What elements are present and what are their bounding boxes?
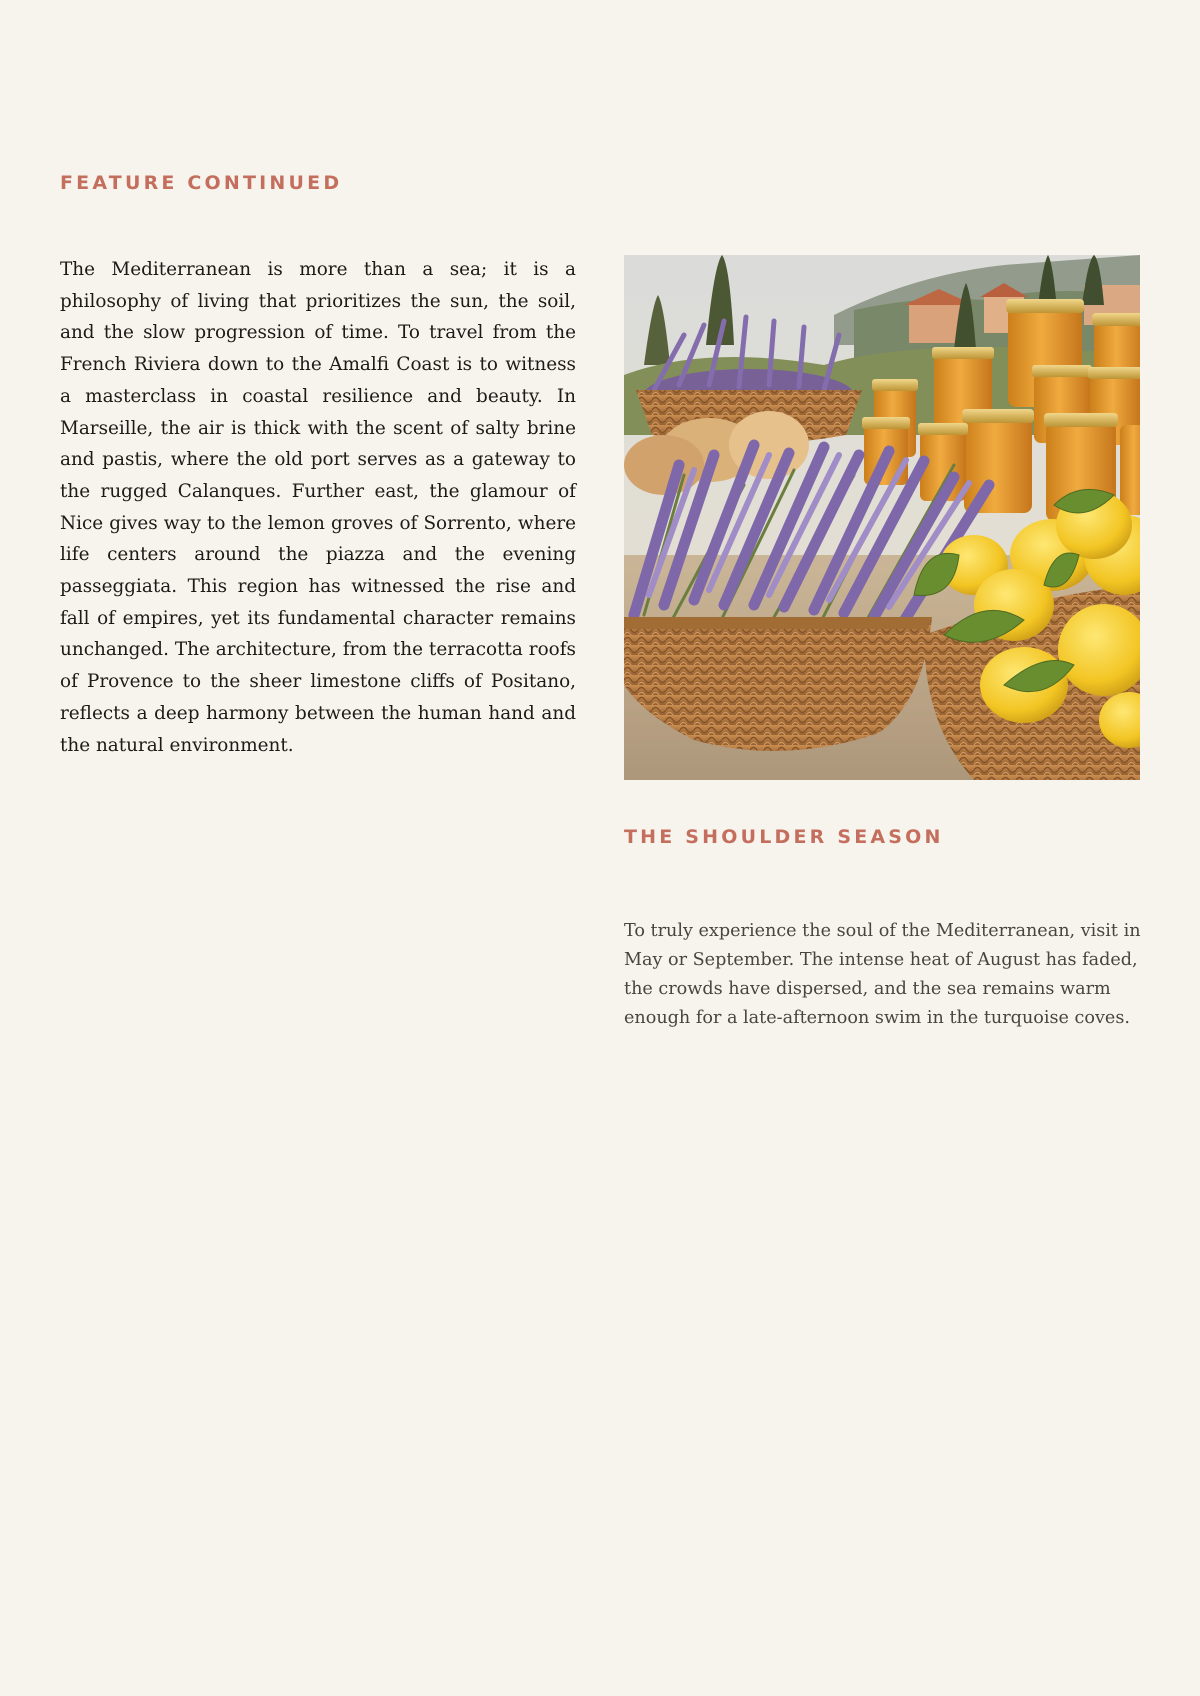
feature-body-text: The Mediterranean is more than a sea; it is a philosophy of living that prioritizes the sun, the soil, and the slow progression of time. To travel from the French Riviera down to the Amalfi Coast is to witness a masterclass in coastal resilience and beauty. In Marseille, the air is thick with the scent of salty brine and pastis, where the old port serves as a gateway to the rugged Calanques. Further east, the glamour of Nice gives way to the lemon groves of Sorrento, where life centers around the piazza and the evening passeggiata. This region has witnessed the rise and fall of empires, yet its fundamental character remains unchanged. The architecture, from the terracotta roofs of Provence to the sheer limestone cliffs of Positano, reflects a deep harmony between the human hand and the natural environment.	[60, 259, 576, 756]
market-photo	[624, 255, 1140, 780]
shoulder-season-label: THE SHOULDER SEASON	[624, 826, 944, 848]
feature-continued-label: FEATURE CONTINUED	[60, 172, 343, 194]
shoulder-season-text: To truly experience the soul of the Mediterranean, visit in May or September. The intense heat of August has faded, the crowds have dispersed, and the sea remains warm enough for a late-afternoon swim in the turquoise coves.	[624, 921, 1141, 1028]
